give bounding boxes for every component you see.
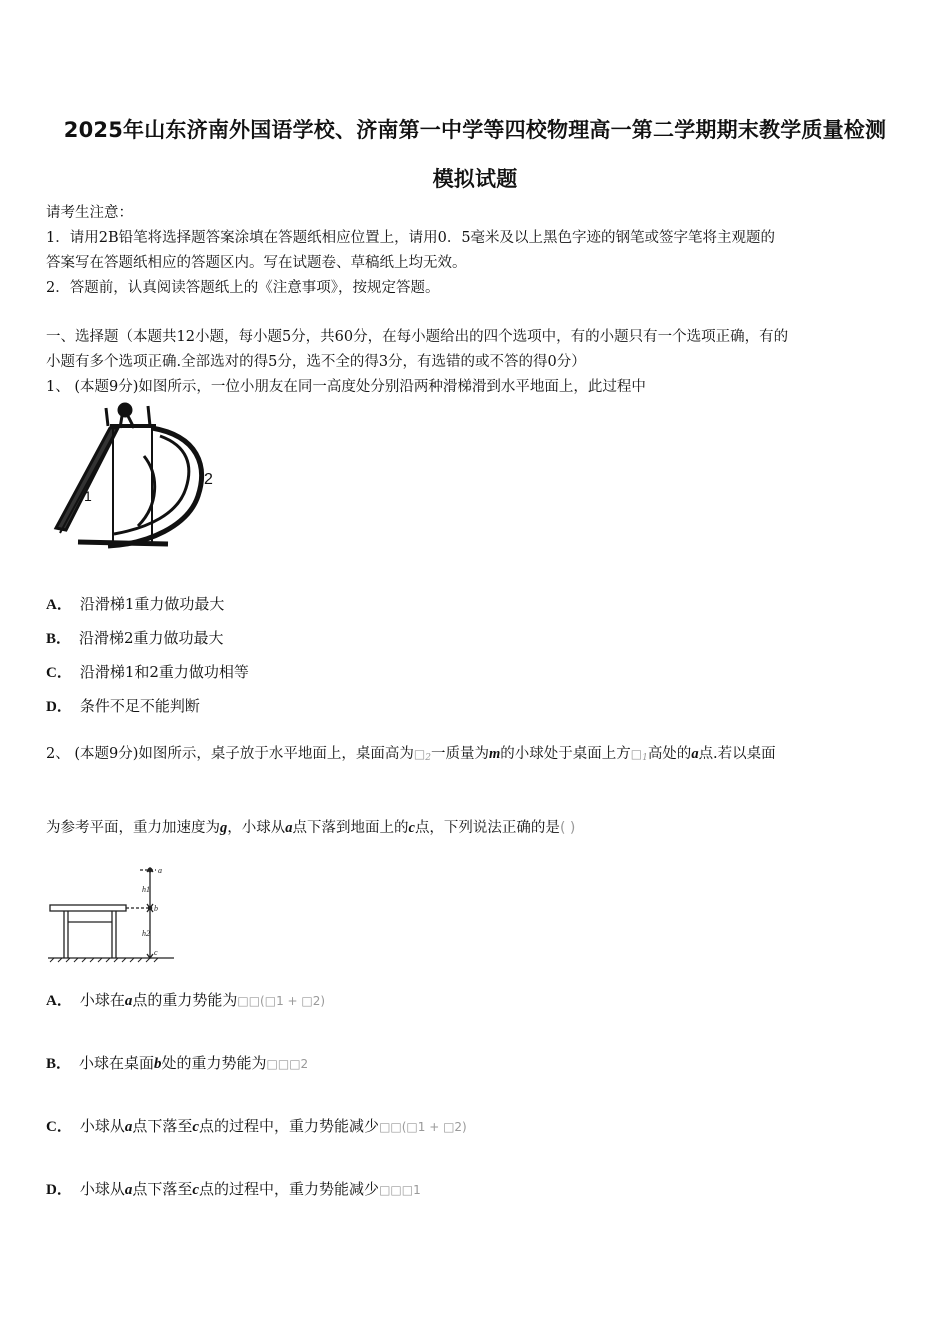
label-h1: h1 xyxy=(142,885,150,894)
h1-subscript: 1 xyxy=(642,753,648,763)
q2-option-b[interactable]: B． 小球在桌面b处的重力势能为□□□2 xyxy=(46,1054,309,1072)
option-letter: D． xyxy=(46,699,72,715)
q2-option-a[interactable]: A． 小球在a点的重力势能为□□(□1 + □2) xyxy=(46,991,326,1009)
answer-blank[interactable]: ( ) xyxy=(559,820,576,836)
title-line-1: 2025年山东济南外国语学校、济南第一中学等四校物理高一第二学期期末教学质量检测 xyxy=(63,118,887,142)
q1-option-c[interactable] xyxy=(46,662,249,683)
title-line-2: 模拟试题 xyxy=(432,167,518,191)
option-text: 沿滑梯2重力做功最大 xyxy=(79,629,224,647)
q1-option-a[interactable] xyxy=(46,594,224,615)
label-b: b xyxy=(154,904,158,913)
label-c: c xyxy=(154,948,158,957)
section-instructions-line-2: 小题有多个选项正确.全部选对的得5分，选不全的得3分，有选错的或不答的得0分） xyxy=(46,354,586,370)
option-letter: B． xyxy=(46,631,72,647)
option-text: 条件不足不能判断 xyxy=(79,697,200,715)
q1-option-b[interactable] xyxy=(46,628,224,649)
q2-stem-line-1: 2、 (本题9分)如图所示，桌子放于水平地面上，桌面高为□2一质量为m的小球处于桌面上方□1高处的a点.若以桌面 xyxy=(46,746,776,763)
notice-item-2: 2．答题前，认真阅读答题纸上的《注意事项》，按规定答题。 xyxy=(46,280,440,296)
table-figure xyxy=(46,862,176,964)
formula-glyph: □□□1 xyxy=(379,1183,421,1197)
slide-figure xyxy=(48,396,223,554)
q2-stem-line-2: 为参考平面，重力加速度为g，小球从a点下落到地面上的c点，下列说法正确的是( ) xyxy=(46,820,576,836)
q1-stem: 1、 (本题9分)如图所示，一位小朋友在同一高度处分别沿两种滑梯滑到水平地面上，此过程中 xyxy=(46,379,646,395)
option-text: 沿滑梯1和2重力做功相等 xyxy=(79,663,249,681)
q2-option-c[interactable]: C． 小球从a点下落至c点的过程中，重力势能减少□□(□1 + □2) xyxy=(46,1117,467,1135)
q1-option-d[interactable] xyxy=(46,696,200,717)
slide-1-label: 1 xyxy=(84,488,92,504)
option-text: 沿滑梯1重力做功最大 xyxy=(79,595,225,613)
notice-heading: 请考生注意： xyxy=(46,205,133,221)
formula-glyph: □□(□1 + □2) xyxy=(237,994,326,1008)
h2-subscript: 2 xyxy=(425,753,431,763)
formula-glyph: □□□2 xyxy=(266,1057,309,1071)
q2-option-d[interactable]: D． 小球从a点下落至c点的过程中，重力势能减少□□□1 xyxy=(46,1180,421,1198)
option-letter: C． xyxy=(46,665,72,681)
slide-2-label: 2 xyxy=(204,471,213,488)
label-h2: h2 xyxy=(142,929,150,938)
formula-glyph: □□(□1 + □2) xyxy=(379,1120,467,1134)
label-a: a xyxy=(158,866,162,875)
option-letter: A． xyxy=(46,597,72,613)
notice-item-1-line-2: 答案写在答题纸相应的答题区内。写在试题卷、草稿纸上均无效。 xyxy=(46,255,467,271)
notice-item-1-line-1: 1．请用2B铅笔将选择题答案涂填在答题纸相应位置上，请用0．5毫米及以上黑色字迹的钢笔或签字笔将主观题的 xyxy=(46,230,776,246)
section-instructions-line-1: 一、选择题（本题共12小题，每小题5分，共60分，在每小题给出的四个选项中，有的小题只有一个选项正确，有的 xyxy=(46,329,789,345)
